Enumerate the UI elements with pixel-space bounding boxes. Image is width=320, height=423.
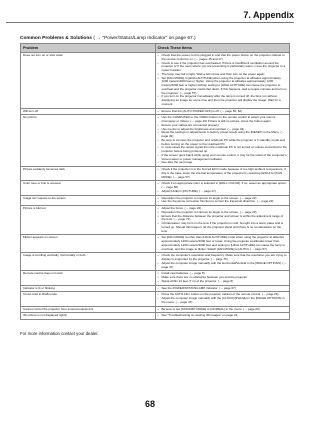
check-items-list bbox=[158, 236, 288, 251]
check-items-cell bbox=[155, 195, 290, 206]
check-item: • See "Troubleshooting on viewing 3D images" on page 42. bbox=[158, 314, 288, 318]
check-item: • Reset the settings or adjustments to factory preset levels using the [RESET] in the Menu. (→ page 49) bbox=[158, 131, 288, 139]
check-items-list bbox=[158, 207, 288, 233]
check-items-cell bbox=[155, 285, 290, 292]
problem-cell: 3D picture is not displayed rightly bbox=[21, 313, 156, 320]
check-item: • Set [FAN MODE] to [HIGH ALTITUDE] when using the projector at altitudes approximately 1200 meters/4000 feet or higher. Using the projector at altitudes approximately 1200 meters/4000 feet or higher without setting to [HIGH ALTITUDE] can cause the projector to overheat and the projector could shut down. If this happens, wait a couple minutes and turn on the projector. (→ page 57) bbox=[158, 77, 288, 96]
check-items-cell bbox=[155, 53, 290, 109]
problem-cell: Does not turn on or shut down bbox=[21, 53, 156, 109]
table-row bbox=[21, 253, 290, 271]
check-item: • Check to see if the projector has overheated. If there is insufficient ventilation around the projector or if the room where you are presenting is particularly warm, move the projector to a cooler location. bbox=[158, 62, 288, 73]
section-title-text: Common Problems & Solutions bbox=[20, 36, 92, 41]
table-body bbox=[21, 53, 290, 320]
check-items-cell bbox=[155, 235, 290, 253]
problem-cell: Image isn't square to the screen bbox=[21, 195, 156, 206]
check-item: • Reposition the projector to improve its angle to the screen. (→ page 22) bbox=[158, 197, 288, 201]
header-rule bbox=[6, 22, 294, 23]
problem-cell: Remote control does not work bbox=[21, 271, 156, 285]
check-item: • Use the Keystone correction function to correct the trapezoid distortion. (→ page 23) bbox=[158, 200, 288, 204]
problem-cell: Flicker appears on screen bbox=[21, 235, 156, 253]
table-row bbox=[21, 115, 290, 167]
check-item: • Adjust the computer image manually with the Horizontal/Vertical in the [IMAGE OPTIONS]. (→ page 47) bbox=[158, 262, 288, 270]
check-item: • Check that the power cord is plugged in and that the power button on the projector cabinet or the remote control is on. (→ pages 15 and 17) bbox=[158, 54, 288, 62]
table-row bbox=[21, 285, 290, 292]
check-item: • Use the COMPUTER or the VIDEO button on the remote control to select your source (Computer or Video). (→ page 19) If there is still no picture, press the button again. bbox=[158, 116, 288, 124]
check-item: • Press the AUTO ADJ. button on the projector cabinet or the remote control. (→ page 26) bbox=[158, 293, 288, 297]
table-row bbox=[21, 108, 290, 115]
page-number: 68 bbox=[144, 399, 155, 409]
check-items-list bbox=[158, 197, 288, 205]
check-items-cell bbox=[155, 206, 290, 235]
problem-cell: Cross color in RGB mode bbox=[21, 292, 156, 306]
table-row bbox=[21, 313, 290, 320]
check-items-list bbox=[158, 110, 288, 114]
check-items-cell bbox=[155, 306, 290, 313]
check-item: • Check if the projector is in the Forced ECO mode because of too high ambient temperature. If this is the case, lower the internal temperature of the projector by selecting [HIGH] for [FAN MODE]. (→ page 57) bbox=[158, 168, 288, 179]
table-row bbox=[21, 206, 290, 235]
problem-cell: Will turn off bbox=[21, 108, 156, 115]
check-item: • Reposition the projector to improve its angle to the screen. (→ page 22) bbox=[158, 211, 288, 215]
check-item: • Ensure your cables are connected properly. bbox=[158, 124, 288, 128]
check-item: • In most cases the output signal from the notebook PC is not turned on unless connected to the projector before being powered up. bbox=[158, 146, 288, 154]
check-item: • See the POWER/STATUS/LAMP Indicator. (→ page 67) bbox=[158, 287, 288, 291]
problem-cell: No picture bbox=[21, 115, 156, 167]
check-items-list bbox=[158, 287, 288, 291]
problem-cell: Indicator is lit or blinking bbox=[21, 285, 156, 292]
check-item: • Be sure to set [STANDBY MODE] to [NORMAL] in the menu. (→ page 60) bbox=[158, 308, 288, 312]
check-items-list bbox=[158, 116, 288, 165]
check-items-list bbox=[158, 308, 288, 312]
table-row bbox=[21, 181, 290, 195]
check-items-list bbox=[158, 293, 288, 304]
troubleshooting-table bbox=[20, 43, 290, 320]
problem-cell: Picture is blurred bbox=[21, 206, 156, 235]
table-row bbox=[21, 292, 290, 306]
header-check-items: Check These Items bbox=[155, 44, 290, 53]
check-items-cell bbox=[155, 115, 290, 167]
check-item: • See also the next page. bbox=[158, 161, 288, 165]
check-items-cell bbox=[155, 167, 290, 181]
problem-cell: Color tone or hue is unusual bbox=[21, 181, 156, 195]
check-items-list bbox=[158, 54, 288, 107]
check-item: • Condensation may form on the lens if the projector is cold, brought into a warm place and is turned on. Should this happen, let the projector stand until there is no condensation on the lens. bbox=[158, 222, 288, 233]
check-items-list bbox=[158, 272, 288, 283]
table-row bbox=[21, 235, 290, 253]
header-problem: Problem bbox=[21, 44, 156, 53]
problem-cell: Picture suddenly becomes dark bbox=[21, 167, 156, 181]
check-items-cell bbox=[155, 292, 290, 306]
table-row bbox=[21, 306, 290, 313]
check-items-cell bbox=[155, 313, 290, 320]
problem-cell: Image is scrolling vertically, horizontally or both bbox=[21, 253, 156, 271]
check-item: • Adjust the computer image manually with the [CLOCK]/[PHASE] in the [IMAGE OPTIONS] in the menu. (→ page 47) bbox=[158, 297, 288, 305]
check-items-cell bbox=[155, 271, 290, 285]
check-item: • Check the computer's resolution and frequency. Make sure that the resolution you are trying to display is supported by the projector. (→ page 75) bbox=[158, 254, 288, 262]
check-item: • Adjust [HUE] in [PICTURE]. (→ page 47) bbox=[158, 190, 288, 194]
check-item: • Be sure to connect the projector and notebook PC while the projector is in standby mode and before turning on the power to the notebook PC. bbox=[158, 139, 288, 147]
section-subtitle: ( → "Power/Status/Lamp Indicator" on page 67.) bbox=[93, 36, 196, 41]
check-item: • Adjust the focus. (→ page 22) bbox=[158, 207, 288, 211]
problem-cell: Cannot control the projector from external equipment bbox=[21, 306, 156, 313]
check-items-cell bbox=[155, 181, 290, 195]
check-item: • If the screen goes blank while using your remote control, it may be the result of the computer's screen-saver or power management software. bbox=[158, 154, 288, 162]
check-item: • Make sure there are no obstacles between you and the projector. bbox=[158, 276, 288, 280]
check-items-list bbox=[158, 182, 288, 193]
check-item: • Set [FAN MODE] to other than [HIGH ALTITUDE] mode when using the projector at altitudes approximately 1200 meters/4000 feet or lower. Using the projector at altitudes lower than approximately 1200 meters/4000 feet and setting to [HIGH ALTITUDE] can cause the lamp to overheat, and the image to flicker. Switch [FAN MODE] to [AUTO]. (→ page 57) bbox=[158, 236, 288, 251]
check-items-cell bbox=[155, 253, 290, 271]
check-item: • The lamp may fail to light. Wait a full minute and then turn on the power again. bbox=[158, 73, 288, 77]
footer-note: For more information contact your dealer. bbox=[20, 331, 99, 336]
check-item: • Stand within 22 feet (7 m) of the projector. (→ page 8) bbox=[158, 280, 288, 284]
check-item: • Install new batteries. (→ page 8) bbox=[158, 272, 288, 276]
check-items-list bbox=[158, 254, 288, 269]
check-item: • If you turn on the projector immediately after the lamp is turned off, the fans run without displaying an image for some time and then the projector will display the image. Wait for a moment. bbox=[158, 95, 288, 106]
table-row bbox=[21, 271, 290, 285]
troubleshooting-table-container bbox=[20, 43, 290, 320]
check-item: • Ensure that the [AUTO POWER OFF] is off. (→ page 56, 60) bbox=[158, 110, 288, 114]
check-item: • Check if an appropriate color is selected in [WALL COLOR]. If so, select an appropriate option. (→ page 50) bbox=[158, 182, 288, 190]
section-title bbox=[20, 36, 196, 41]
table-row bbox=[21, 53, 290, 109]
table-row bbox=[21, 167, 290, 181]
check-item: • Use menus to adjust the brightness and contrast. (→ page 44) bbox=[158, 128, 288, 132]
chapter-heading: 7. Appendix bbox=[243, 10, 294, 20]
table-header-row bbox=[21, 44, 290, 53]
table-row bbox=[21, 195, 290, 206]
check-items-list bbox=[158, 314, 288, 318]
check-item: • Ensure that the distance between the projector and screen is within the adjustment range of the lens. (→ page 72) bbox=[158, 215, 288, 223]
check-items-cell bbox=[155, 108, 290, 115]
check-items-list bbox=[158, 168, 288, 179]
